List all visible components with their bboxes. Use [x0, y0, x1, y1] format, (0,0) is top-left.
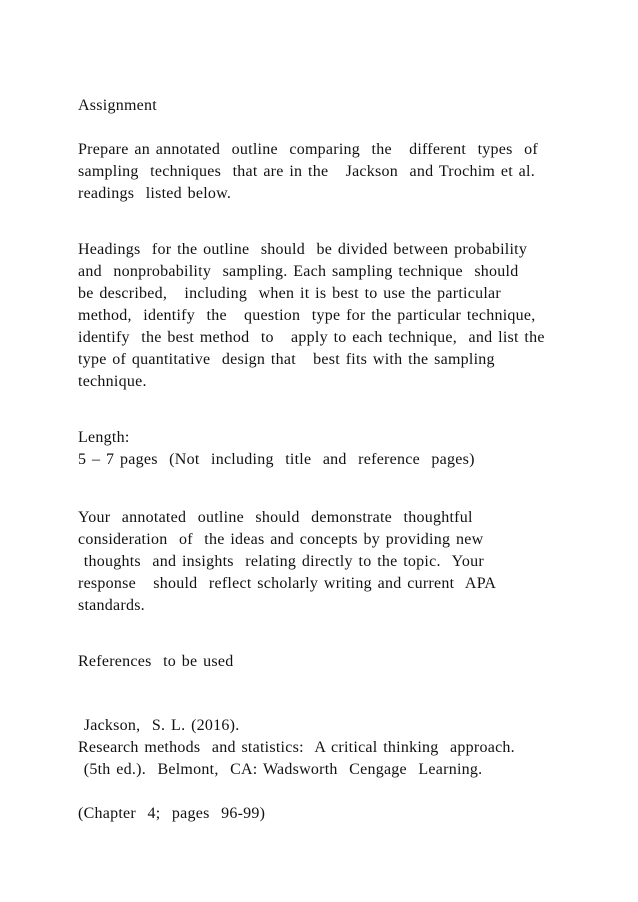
intro-line: Prepare an annotated outline comparing the different types of	[78, 141, 538, 158]
length-value: 5 – 7 pages (Not including title and reference pages)	[78, 451, 475, 468]
instructions-line: and nonprobability sampling. Each sampling technique should	[78, 263, 519, 280]
expectations-line: consideration of the ideas and concepts by providing new	[78, 531, 484, 548]
reference-line: Jackson, S. L. (2016).	[78, 717, 240, 734]
reference-line: Research methods and statistics: A critical thinking approach.	[78, 739, 515, 756]
instructions-line: identify the best method to apply to each technique, and list the	[78, 329, 545, 346]
assignment-heading: Assignment	[78, 97, 157, 114]
expectations-line: response should reflect scholarly writing and current APA	[78, 575, 497, 592]
instructions-line: type of quantitative design that best fits with the sampling	[78, 351, 495, 368]
expectations-line: standards.	[78, 597, 145, 614]
length-label: Length:	[78, 429, 130, 446]
instructions-line: method, identify the question type for the particular technique,	[78, 307, 536, 324]
chapter-note: (Chapter 4; pages 96-99)	[78, 805, 266, 822]
instructions-line: technique.	[78, 373, 147, 390]
expectations-line: Your annotated outline should demonstrate thoughtful	[78, 509, 473, 526]
references-heading: References to be used	[78, 653, 234, 670]
reference-line: (5th ed.). Belmont, CA: Wadsworth Cengage Learning.	[78, 761, 483, 778]
expectations-line: thoughts and insights relating directly to the topic. Your	[78, 553, 484, 570]
intro-line: sampling techniques that are in the Jackson and Trochim et al.	[78, 163, 535, 180]
instructions-line: be described, including when it is best to use the particular	[78, 285, 501, 302]
intro-line: readings listed below.	[78, 185, 232, 202]
instructions-line: Headings for the outline should be divided between probability	[78, 241, 528, 258]
